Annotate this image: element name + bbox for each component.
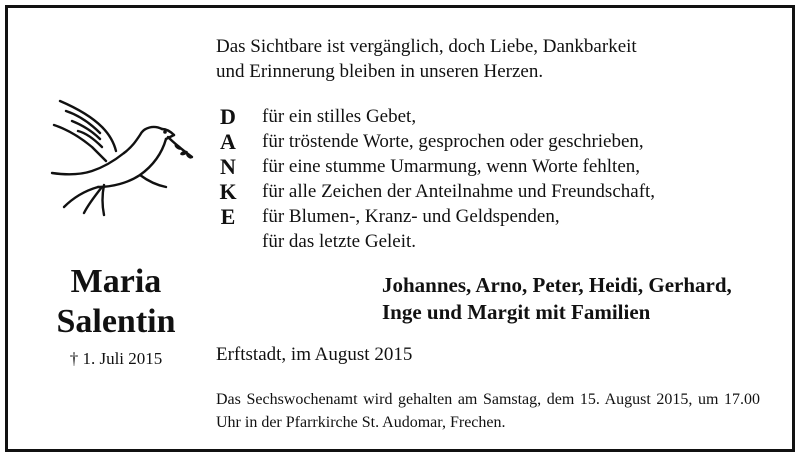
intro-quote (216, 34, 637, 84)
thanks-line: für eine stumme Umarmung, wenn Worte fehlten, (262, 156, 641, 177)
danke-acrostic (216, 104, 240, 229)
intro-line: Das Sichtbare ist vergänglich, doch Liebe, Dankbarkeit (216, 36, 637, 57)
thanks-line: für ein stilles Gebet, (262, 106, 417, 127)
deceased-first-name: Maria (70, 263, 162, 300)
deceased-name-block (34, 262, 198, 370)
danke-letter: K (219, 179, 237, 204)
dove-icon (44, 95, 194, 220)
thanks-line: für alle Zeichen der Anteilnahme und Freundschaft, (262, 181, 656, 202)
memorial-mass-announcement: Das Sechswochenamt wird gehalten am Samstag, dem 15. August 2015, um 17.00 Uhr in der Pfarrkirche St. Audomar, Frechen. (216, 391, 760, 431)
thanks-line: für das letzte Geleit. (262, 231, 417, 252)
thanks-list (262, 104, 655, 254)
family-line: Johannes, Arno, Peter, Heidi, Gerhard, (382, 273, 732, 297)
danke-letter: D (220, 104, 236, 129)
danke-letter: E (220, 204, 236, 229)
family-line: Inge und Margit mit Familien (382, 300, 651, 324)
danke-letter: N (220, 154, 236, 179)
intro-line: und Erinnerung bleiben in unseren Herzen. (216, 61, 544, 82)
thanks-line: für tröstende Worte, gesprochen oder geschrieben, (262, 131, 644, 152)
place-and-date: Erftstadt, im August 2015 (216, 344, 413, 365)
danke-letter: A (220, 129, 236, 154)
thanks-line: für Blumen-, Kranz- und Geldspenden, (262, 206, 560, 227)
family-signature (382, 272, 732, 326)
date-of-death: † 1. Juli 2015 (69, 349, 163, 368)
deceased-last-name: Salentin (56, 303, 176, 340)
